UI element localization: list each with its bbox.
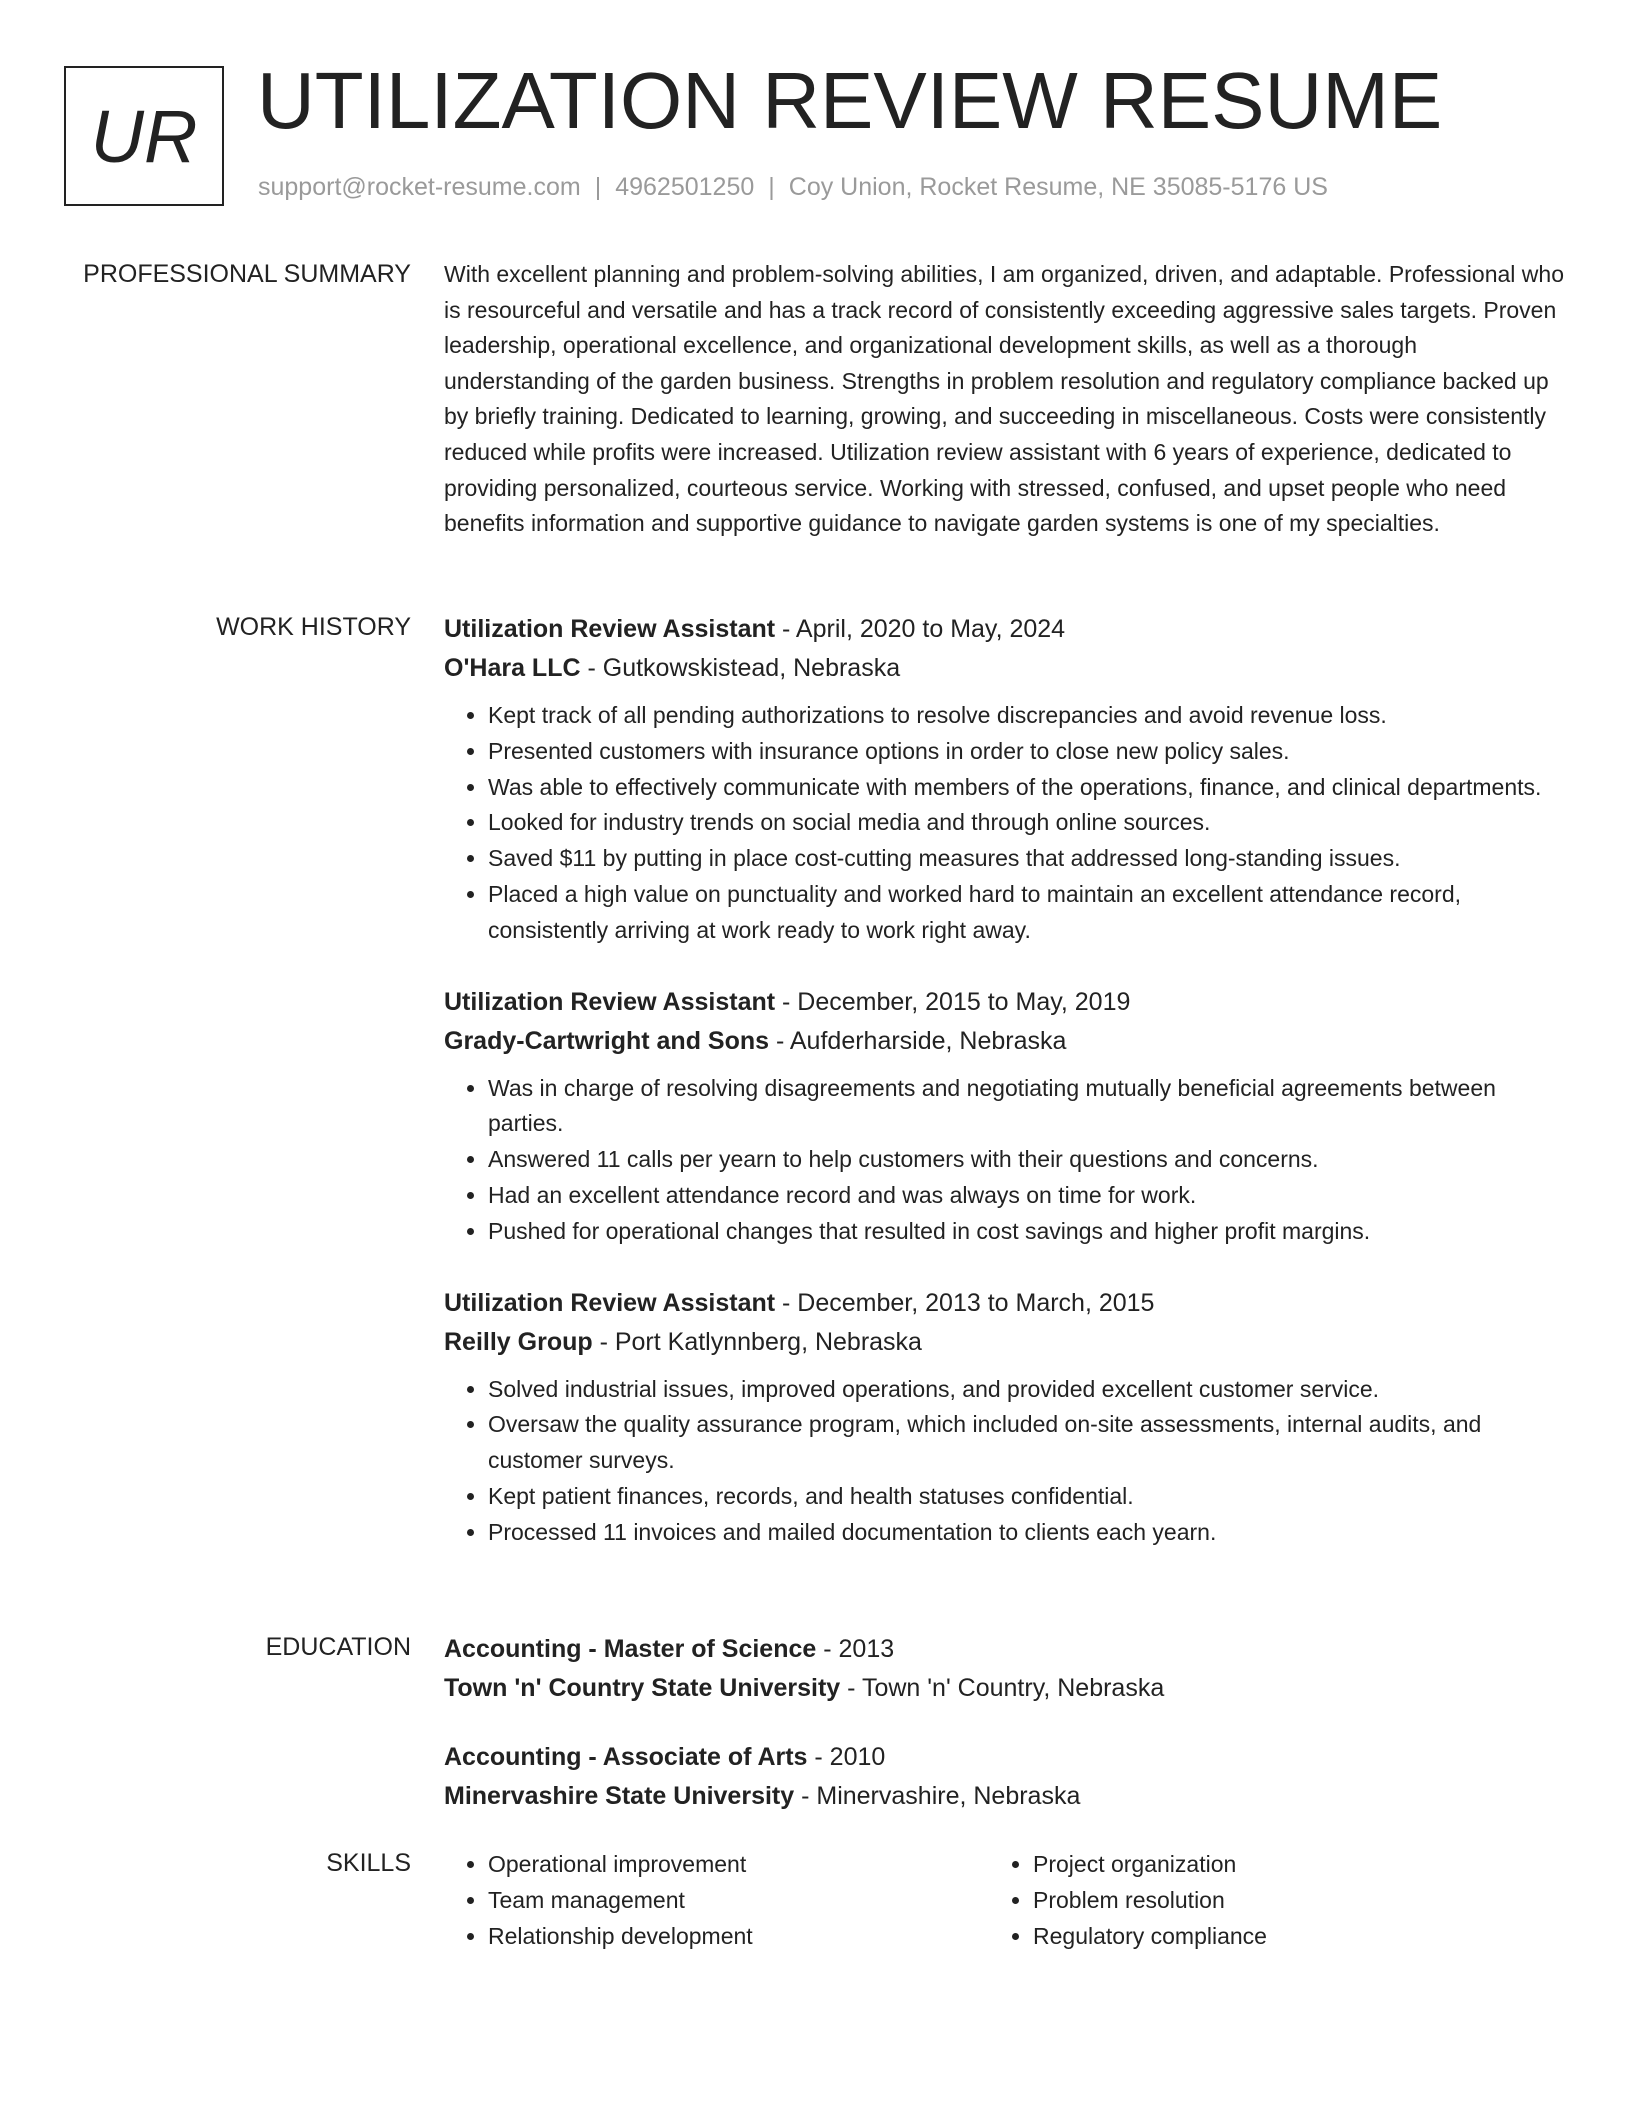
job-duty: • Saved $11 by putting in place cost-cutting measures that addressed long-standing issues. bbox=[488, 841, 1564, 877]
job-location: - Port Katlynnberg, Nebraska bbox=[592, 1327, 922, 1356]
skill-item: • Team management bbox=[488, 1882, 989, 1918]
job-location: - Aufderharside, Nebraska bbox=[769, 1026, 1067, 1055]
job-duties bbox=[444, 1071, 1564, 1250]
contact-separator: | bbox=[594, 173, 602, 201]
skill-item: • Relationship development bbox=[488, 1918, 989, 1954]
resume-title: UTILIZATION REVIEW RESUME bbox=[257, 56, 1443, 145]
job-duty: • Kept track of all pending authorizations to resolve discrepancies and avoid revenue loss. bbox=[488, 698, 1564, 734]
jobs-list bbox=[444, 610, 1564, 1585]
skill-item: • Project organization bbox=[1033, 1846, 1534, 1882]
job-company: O'Hara LLC bbox=[444, 654, 581, 682]
job-title: Utilization Review Assistant bbox=[444, 987, 776, 1016]
monogram-logo bbox=[64, 66, 224, 206]
contact-address: Coy Union, Rocket Resume, NE 35085-5176 US bbox=[788, 173, 1328, 201]
job-title: Utilization Review Assistant bbox=[444, 615, 776, 643]
school-location: - Town 'n' Country, Nebraska bbox=[840, 1674, 1165, 1702]
skills-list bbox=[444, 1846, 1564, 1954]
contact-separator: | bbox=[768, 173, 775, 201]
job-location: - Gutkowskistead, Nebraska bbox=[580, 654, 901, 682]
school: Town 'n' Country State University bbox=[444, 1674, 841, 1702]
school-location: - Minervashire, Nebraska bbox=[794, 1782, 1081, 1810]
school: Minervashire State University bbox=[444, 1782, 795, 1810]
job-title: Utilization Review Assistant bbox=[444, 1288, 776, 1317]
education-entry bbox=[444, 1738, 1564, 1816]
job-dates: - December, 2015 to May, 2019 bbox=[775, 987, 1131, 1016]
job-duty: • Oversaw the quality assurance program, which included on-site assessments, internal audits, and customer surveys. bbox=[488, 1407, 1564, 1479]
summary-text: With excellent planning and problem-solving abilities, I am organized, driven, and adaptable. Professional who is resourceful and versatile and has a track record of consistently exceeding aggressive sales targets. Proven leadership, operational excellence, and organizational development skills, as well as a thorough understanding of the garden business. Strengths in problem resolution and regulatory compliance backed up by briefly training. Dedicated to learning, growing, and succeeding in miscellaneous. Costs were consistently reduced while profits were increased. Utilization review assistant with 6 years of experience, dedicated to providing personalized, courteous service. Working with stressed, confused, and upset people who need benefits information and supportive guidance to navigate garden systems is one of my specialties. bbox=[444, 261, 1564, 537]
job-company: Reilly Group bbox=[444, 1327, 593, 1356]
contact-phone[interactable]: 4962501250 bbox=[615, 173, 755, 201]
degree: Accounting - Associate of Arts bbox=[444, 1743, 808, 1771]
job-duty: • Answered 11 calls per yearn to help customers with their questions and concerns. bbox=[488, 1142, 1564, 1178]
monogram-text: UR bbox=[90, 94, 198, 178]
job-dates: - April, 2020 to May, 2024 bbox=[775, 615, 1066, 643]
job-duties bbox=[444, 698, 1564, 949]
skills-column-right bbox=[989, 1846, 1534, 1954]
skill-item: • Problem resolution bbox=[1033, 1882, 1534, 1918]
job-duty: • Had an excellent attendance record and was always on time for work. bbox=[488, 1178, 1564, 1214]
job-duties bbox=[444, 1372, 1564, 1551]
job-duty: • Looked for industry trends on social media and through online sources. bbox=[488, 805, 1564, 841]
contact-line bbox=[258, 173, 1328, 202]
job-entry bbox=[444, 983, 1564, 1250]
section-label-skills: SKILLS bbox=[326, 1849, 411, 1877]
degree-year: - 2013 bbox=[816, 1635, 895, 1663]
job-entry bbox=[444, 1284, 1564, 1551]
job-duty: • Pushed for operational changes that resulted in cost savings and higher profit margins. bbox=[488, 1214, 1564, 1250]
job-entry bbox=[444, 610, 1564, 949]
job-company: Grady-Cartwright and Sons bbox=[444, 1026, 770, 1055]
section-label-summary: PROFESSIONAL SUMMARY bbox=[83, 260, 411, 288]
job-duty: • Kept patient finances, records, and health statuses confidential. bbox=[488, 1479, 1564, 1515]
job-duty: • Placed a high value on punctuality and worked hard to maintain an excellent attendance record, consistently arriving at work ready to work right away. bbox=[488, 877, 1564, 949]
job-dates: - December, 2013 to March, 2015 bbox=[775, 1288, 1155, 1317]
skill-item: • Operational improvement bbox=[488, 1846, 989, 1882]
education-entry bbox=[444, 1630, 1564, 1708]
degree-year: - 2010 bbox=[807, 1743, 886, 1771]
degree: Accounting - Master of Science bbox=[444, 1635, 817, 1663]
education-list bbox=[444, 1630, 1564, 1846]
contact-email[interactable]: support@rocket-resume.com bbox=[258, 173, 581, 201]
skills-column-left bbox=[444, 1846, 989, 1954]
section-label-work-history: WORK HISTORY bbox=[216, 613, 411, 641]
skill-item: • Regulatory compliance bbox=[1033, 1918, 1534, 1954]
section-label-education: EDUCATION bbox=[265, 1633, 411, 1661]
job-duty: • Processed 11 invoices and mailed documentation to clients each yearn. bbox=[488, 1515, 1564, 1551]
job-duty: • Was able to effectively communicate with members of the operations, finance, and clinical departments. bbox=[488, 770, 1564, 806]
job-duty: • Solved industrial issues, improved operations, and provided excellent customer service. bbox=[488, 1372, 1564, 1408]
job-duty: • Was in charge of resolving disagreements and negotiating mutually beneficial agreements between parties. bbox=[488, 1071, 1564, 1143]
job-duty: • Presented customers with insurance options in order to close new policy sales. bbox=[488, 734, 1564, 770]
